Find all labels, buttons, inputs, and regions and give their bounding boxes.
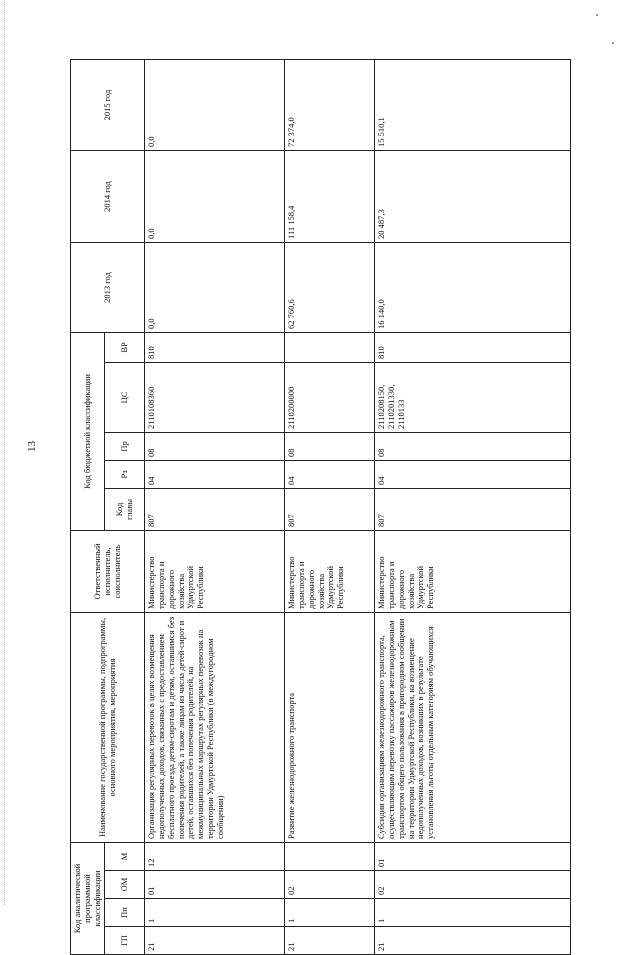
rz-header: Рз	[105, 460, 145, 488]
row-name: Организация регулярных перевозок в целях возмещения недополученных доходов, связанных с предоставлением бесплатного проезда детям-сиротам и детям, оставшимся без попечения родителей, а также лицам из числа детей-сирот и детей, оставшихся без попечения родителей, на межмуниципальных маршрутах регулярных перевозок на территории Удмуртской Республики (в междугородном сообщении)	[145, 612, 285, 842]
year-2013-header: 2013 год	[71, 242, 145, 332]
m-header: М	[105, 842, 145, 870]
analytic-code-header: Код аналитической программной классификации	[71, 842, 105, 954]
row-pp: 1	[285, 899, 375, 927]
row-gp: 21	[285, 927, 375, 955]
row-vr	[285, 332, 375, 362]
year-2015-header: 2015 год	[71, 59, 145, 150]
row-kod-glavy: 807	[375, 488, 571, 530]
row-2013: 0,0	[145, 242, 285, 332]
row-vr: 810	[375, 332, 571, 362]
row-om: 02	[285, 871, 375, 899]
table-row	[145, 59, 285, 954]
row-pr: 08	[285, 432, 375, 460]
row-om: 02	[375, 871, 571, 899]
row-gp: 21	[145, 927, 285, 955]
row-executor: Министерство транспорта и дорожного хозяйства Удмуртской Республики	[375, 530, 571, 612]
budget-table	[70, 60, 570, 955]
row-vr: 810	[145, 332, 285, 362]
row-kod-glavy: 807	[145, 488, 285, 530]
page-number: 13	[26, 441, 38, 452]
cs-header: ЦС	[105, 362, 145, 432]
row-cs: 2110200000	[285, 362, 375, 432]
row-pr: 08	[375, 432, 571, 460]
row-2015: 15 510,1	[375, 59, 571, 150]
gp-header: ГП	[105, 927, 145, 955]
row-cs: 2110108360	[145, 362, 285, 432]
row-m: 01	[375, 842, 571, 870]
row-pp: 1	[375, 899, 571, 927]
scan-speck	[596, 14, 598, 16]
year-2014-header: 2014 год	[71, 150, 145, 242]
row-name: Субсидии организациям железнодорожного транспорта, осуществляющим перевозку пассажиров железнодорожным транспортом общего пользования в пригородном сообщении на территории Удмуртской Республики, на возмещение недополученных доходов, возникших в результате установления льготы отдельным категориям обучающихся	[375, 612, 571, 842]
table-row	[285, 59, 375, 954]
row-2015: 0,0	[145, 59, 285, 150]
row-cs: 2110208150, 2110201330, 2110133	[375, 362, 571, 432]
row-pr: 08	[145, 432, 285, 460]
row-2014: 20 487,3	[375, 150, 571, 242]
vr-header: ВР	[105, 332, 145, 362]
row-kod-glavy: 807	[285, 488, 375, 530]
row-executor: Министерство транспорта и дорожного хозяйства Удмуртской Республики	[145, 530, 285, 612]
page-edge	[4, 0, 6, 905]
row-name: Развитие железнодорожного транспорта	[285, 612, 375, 842]
table-row	[375, 59, 571, 954]
row-gp: 21	[375, 927, 571, 955]
row-2014: 0,0	[145, 150, 285, 242]
row-m	[285, 842, 375, 870]
row-2013: 62 760,6	[285, 242, 375, 332]
row-rz: 04	[145, 460, 285, 488]
kod-glavy-header: Код главы	[105, 488, 145, 530]
row-rz: 04	[375, 460, 571, 488]
row-om: 01	[145, 871, 285, 899]
row-2015: 72 374,0	[285, 59, 375, 150]
scan-speck	[612, 42, 614, 44]
name-header: Наименование государственной программы, подпрограммы, основного мероприятия, мероприятия	[71, 612, 145, 842]
om-header: ОМ	[105, 871, 145, 899]
executor-header: Ответственный исполнитель, соисполнитель	[71, 530, 145, 612]
row-pp: 1	[145, 899, 285, 927]
row-executor: Министерство транспорта и дорожного хозяйства Удмуртской Республики	[285, 530, 375, 612]
pr-header: Пр	[105, 432, 145, 460]
row-rz: 04	[285, 460, 375, 488]
budget-code-header: Код бюджетной классификации	[71, 332, 105, 530]
row-2014: 111 158,4	[285, 150, 375, 242]
pp-header: Пп	[105, 899, 145, 927]
row-2013: 16 140,0	[375, 242, 571, 332]
row-m: 12	[145, 842, 285, 870]
